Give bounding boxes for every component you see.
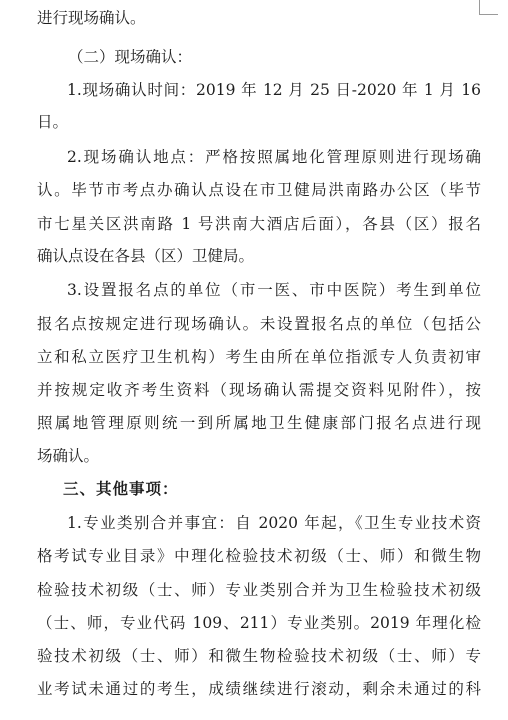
text-line: 2.现场确认地点：严格按照属地化管理原则进行现场确 (67, 148, 481, 166)
text-line: 并按规定收齐考生资料（现场确认需提交资料见附件），按 (37, 381, 481, 399)
text-line: 场确认。 (37, 447, 100, 465)
text-line: 1.专业类别合并事宜：自 2020 年起，《卫生专业技术资 (67, 514, 481, 532)
text-line: 日。 (37, 113, 69, 131)
text-line: 市七星关区洪南路 1 号洪南大酒店后面），各县（区）报名 (37, 215, 481, 233)
text-line: 1.现场确认时间：2019 年 12 月 25 日-2020 年 1 月 16 (67, 81, 481, 99)
section-heading: （二）现场确认： (68, 48, 193, 66)
text-line: 检验技术初级（士、师）专业类别合并为卫生检验技术初级 (37, 581, 481, 599)
text-line: 照属地管理原则统一到所属地卫生健康部门报名点进行现 (37, 414, 481, 432)
text-line: 认。毕节市考点办确认点设在市卫健局洪南路办公区（毕节 (37, 181, 481, 199)
text-line: 格考试专业目录》中理化检验技术初级（士、师）和微生物 (37, 547, 481, 565)
page-corner-mark (479, 0, 498, 15)
text-line: 验技术初级（士、师）和微生物检验技术初级（士、师）专 (37, 647, 481, 665)
section-heading-bold: 三、其他事项： (63, 479, 179, 498)
text-line: 立和私立医疗卫生机构）考生由所在单位指派专人负责初审 (37, 348, 481, 366)
text-line: 3.设置报名点的单位（市一医、市中医院）考生到单位 (67, 281, 481, 299)
text-line: 报名点按规定进行现场确认。未设置报名点的单位（包括公 (37, 315, 481, 333)
text-line: 确认点设在各县（区）卫健局。 (37, 247, 255, 265)
text-line: 进行现场确认。 (37, 9, 146, 27)
text-line: 业考试未通过的考生，成绩继续进行滚动，剩余未通过的科 (37, 680, 481, 698)
text-line: （士、师，专业代码 109、211）专业类别。2019 年理化检 (37, 614, 481, 632)
